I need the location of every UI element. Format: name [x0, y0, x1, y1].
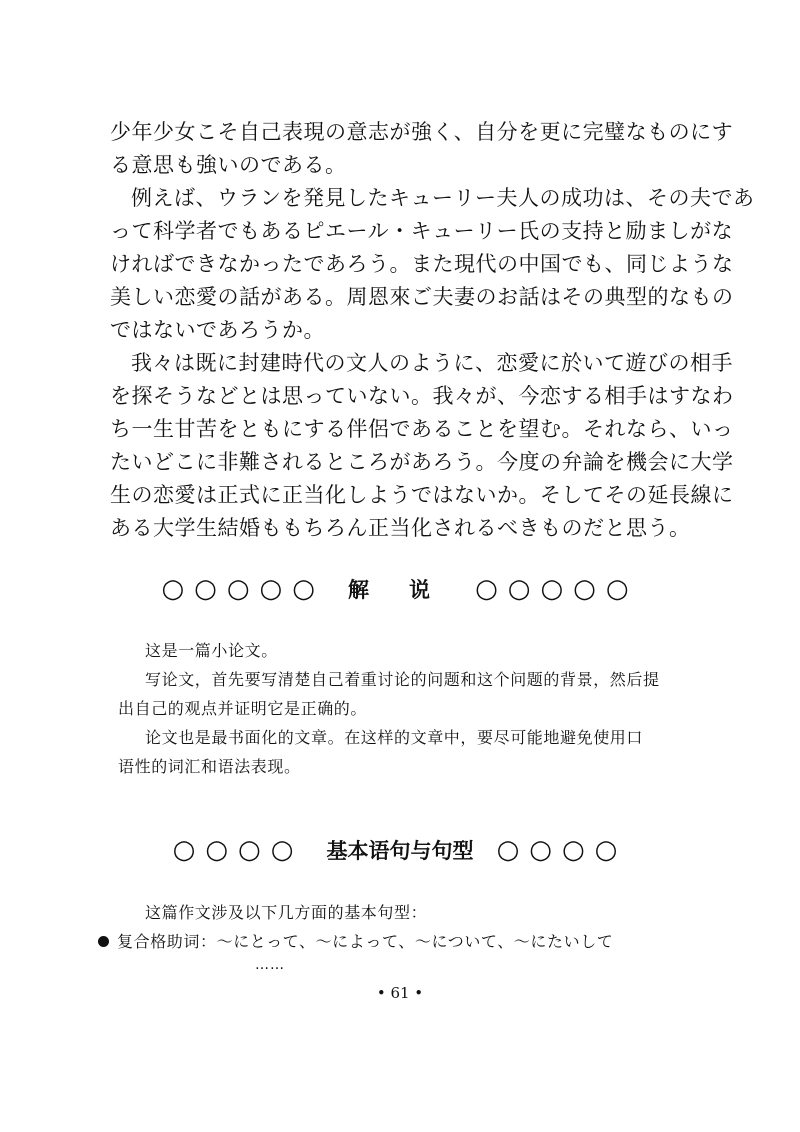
circle-decoration-right: ○○○○	[496, 835, 628, 865]
essay-line: 少年少女こそ自己表現の意志が強く、自分を更に完璧なものにす	[110, 120, 734, 144]
bullet-icon	[98, 936, 109, 947]
commentary-body	[118, 636, 718, 781]
essay-line: ある大学生結婚ももちろん正当化されるべきものだと思う。	[110, 516, 691, 540]
circle-decoration-right: ○○○○○	[475, 574, 639, 604]
page-number: • 61 •	[376, 984, 424, 1002]
essay-line: る意思も強いのである。	[110, 153, 347, 177]
essay-text	[110, 116, 755, 545]
continuation-ellipsis: ……	[255, 957, 285, 973]
commentary-line: 写论文，首先要写清楚自己着重讨论的问题和这个问题的背景，然后提	[145, 670, 660, 689]
commentary-line: 出自己的观点并证明它是正确的。	[118, 699, 368, 718]
bullet-item	[98, 927, 718, 956]
essay-line: ち一生甘苦をともにする伴侶であることを望む。それなら、いっ	[110, 417, 734, 441]
patterns-intro: 这篇作文涉及以下几方面的基本句型：	[145, 903, 428, 922]
circle-decoration-left: ○○○○	[172, 835, 304, 865]
patterns-heading	[0, 835, 800, 865]
patterns-title: 基本语句与句型	[326, 839, 474, 863]
commentary-line: 论文也是最书面化的文章。在这样的文章中，要尽可能地避免使用口	[145, 728, 644, 747]
commentary-line: 语性的词汇和语法表现。	[118, 757, 301, 776]
essay-line: たいどこに非難されるところがあろう。今度の弁論を機会に大学	[110, 450, 734, 474]
circle-decoration-left: ○○○○○	[161, 574, 325, 604]
commentary-title: 解说	[348, 578, 470, 602]
essay-line: 生の恋愛は正式に正当化しようではないか。そしてその延長線に	[110, 483, 734, 507]
essay-line: ければできなかったであろう。また現代の中国でも、同じような	[110, 252, 734, 276]
essay-line: 例えば、ウランを発見したキューリー夫人の成功は、その夫であ	[131, 186, 755, 210]
essay-line: 我々は既に封建時代の文人のように、恋愛に於いて遊びの相手	[131, 351, 733, 375]
essay-line: ではないであろうか。	[110, 318, 325, 342]
bullet-text: 复合格助词：～にとって、～によって、～について、～にたいして	[117, 932, 614, 951]
essay-line: って科学者でもあるピエール・キューリー氏の支持と励ましがな	[110, 219, 734, 243]
essay-line: を探そうなどとは思っていない。我々が、今恋する相手はすなわ	[110, 384, 734, 408]
patterns-body	[118, 898, 718, 956]
essay-line: 美しい恋愛の話がある。周恩來ご夫妻のお話はその典型的なもの	[110, 285, 734, 309]
commentary-line: 这是一篇小论文。	[145, 641, 278, 660]
commentary-heading	[0, 574, 800, 604]
